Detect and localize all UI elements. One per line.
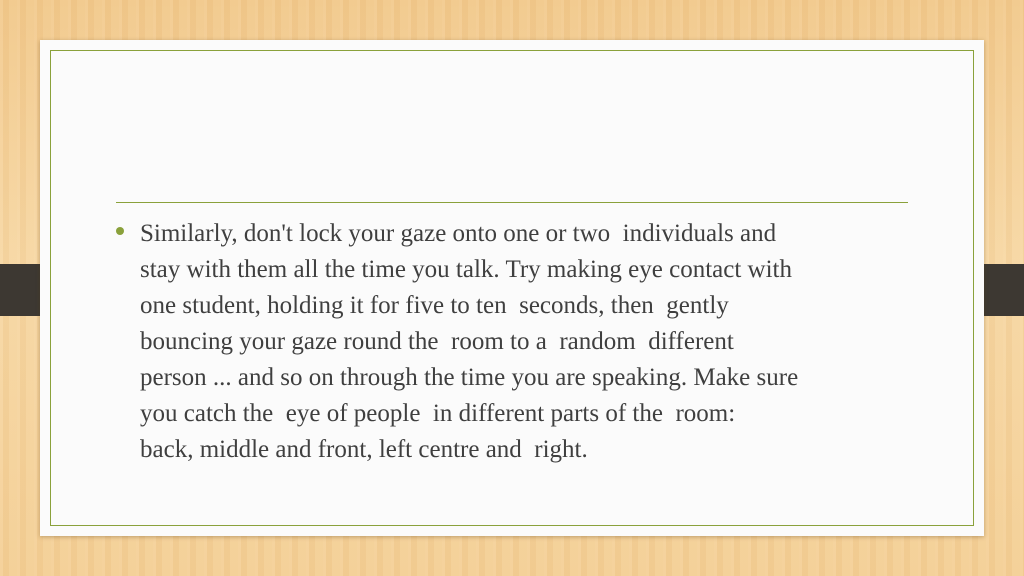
bullet-line: you catch the eye of people in different parts of the room:	[140, 400, 736, 427]
bullet-line: bouncing your gaze round the room to a random different	[140, 328, 734, 355]
bullet-item	[116, 216, 916, 468]
bullet-line: one student, holding it for five to ten seconds, then gently	[140, 292, 729, 319]
bullet-line: stay with them all the time you talk. Try making eye contact with	[140, 256, 792, 283]
slide-body	[116, 216, 916, 468]
bullet-line: Similarly, don't lock your gaze onto one or two individuals and	[140, 220, 777, 247]
title-divider-rule	[116, 202, 908, 203]
bullet-line: back, middle and front, left centre and right.	[140, 436, 588, 463]
slide-card	[40, 40, 984, 536]
bullet-line: person ... and so on through the time you are speaking. Make sure	[140, 364, 799, 391]
bullet-dot-icon	[116, 227, 124, 235]
